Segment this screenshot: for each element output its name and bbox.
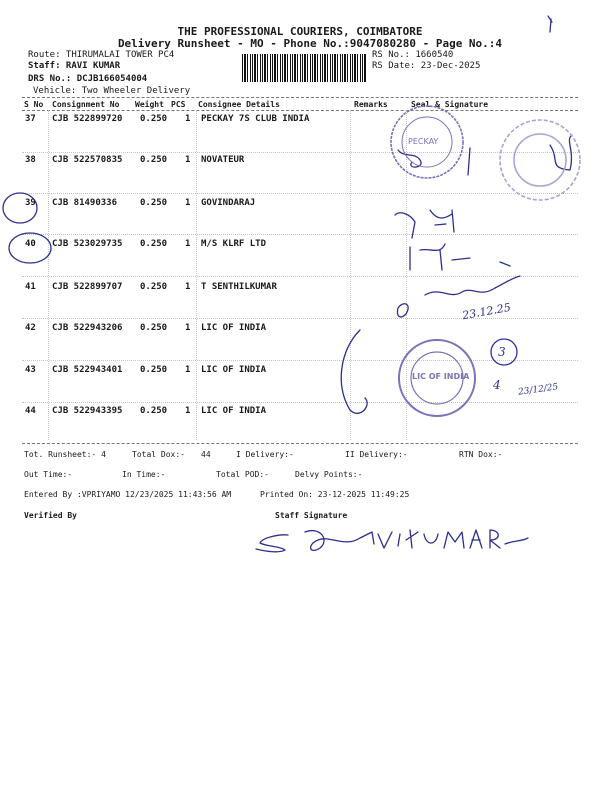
row-divider bbox=[22, 234, 578, 235]
row-sno: 38 bbox=[25, 155, 36, 165]
rs-date: RS Date: 23-Dec-2025 bbox=[372, 61, 481, 71]
row-divider bbox=[22, 402, 578, 403]
row-pcs: 1 bbox=[185, 323, 191, 333]
row-consignment: CJB 522899720 bbox=[52, 114, 123, 124]
row-consignee: LIC OF INDIA bbox=[201, 365, 267, 375]
row-weight: 0.250 bbox=[140, 323, 168, 333]
row-pcs: 1 bbox=[185, 239, 191, 249]
header-rule-bottom bbox=[22, 110, 578, 111]
signature-scribble bbox=[341, 330, 367, 413]
row-sno: 39 bbox=[25, 198, 36, 208]
col-consignee: Consignee Details bbox=[198, 100, 280, 109]
row-weight: 0.250 bbox=[140, 282, 168, 292]
stamp-lic-text: LIC OF INDIA bbox=[412, 372, 470, 381]
row-sno: 41 bbox=[25, 282, 36, 292]
row-sno: 42 bbox=[25, 323, 36, 333]
printed-on: Printed On: 23-12-2025 11:49:25 bbox=[260, 490, 410, 499]
row-pcs: 1 bbox=[185, 282, 191, 292]
row-consignee: M/S KLRF LTD bbox=[201, 239, 267, 249]
header-rule-top bbox=[22, 97, 578, 98]
col-divider bbox=[350, 110, 351, 440]
stamp-faded bbox=[500, 120, 580, 200]
row-sno: 43 bbox=[25, 365, 36, 375]
out-time: Out Time:- bbox=[24, 470, 73, 479]
col-consignment: Consignment No bbox=[52, 100, 120, 109]
row-sno: 37 bbox=[25, 114, 36, 124]
in-time: In Time:- bbox=[122, 470, 166, 479]
row-consignee: LIC OF INDIA bbox=[201, 406, 267, 416]
total-dox-value: 44 bbox=[201, 450, 211, 459]
row-pcs: 1 bbox=[185, 198, 191, 208]
row-pcs: 1 bbox=[185, 155, 191, 165]
vehicle-label: Vehicle: Two Wheeler Delivery bbox=[33, 86, 191, 96]
i-delivery: I Delivery:- bbox=[236, 450, 294, 459]
staff-label: Staff: RAVI KUMAR bbox=[28, 61, 121, 71]
rtn-dox: RTN Dox:- bbox=[459, 450, 503, 459]
company-title: THE PROFESSIONAL COURIERS, COIMBATORE bbox=[177, 25, 423, 38]
route-label: Route: THIRUMALAI TOWER PC4 bbox=[28, 50, 175, 60]
row-pcs: 1 bbox=[185, 365, 191, 375]
col-divider bbox=[406, 110, 407, 440]
row-consignment: CJB 81490336 bbox=[52, 198, 118, 208]
row-divider bbox=[22, 318, 578, 319]
row-consignment: CJB 522899707 bbox=[52, 282, 123, 292]
row-consignment: CJB 523029735 bbox=[52, 239, 123, 249]
row-sno: 40 bbox=[25, 239, 36, 249]
row-consignee: NOVATEUR bbox=[201, 155, 245, 165]
row-divider bbox=[22, 152, 578, 153]
row-weight: 0.250 bbox=[140, 406, 168, 416]
col-divider bbox=[196, 110, 197, 440]
staff-signature-label: Staff Signature bbox=[275, 511, 348, 520]
drs-number: DRS No.: DCJB166054004 bbox=[28, 74, 148, 84]
handwritten-date-44: 23/12/25 bbox=[517, 382, 559, 398]
ii-delivery: II Delivery:- bbox=[345, 450, 408, 459]
stamp-peckay-text: PECKAY bbox=[408, 137, 439, 146]
row-consignment: CJB 522943401 bbox=[52, 365, 123, 375]
total-dox-label: Total Dox:- bbox=[132, 450, 185, 459]
row-weight: 0.250 bbox=[140, 198, 168, 208]
handwritten-date-41: 23.12.25 bbox=[461, 300, 512, 323]
table-rule-bottom bbox=[22, 443, 578, 444]
row-consignment: CJB 522943395 bbox=[52, 406, 123, 416]
row-consignee: GOVINDARAJ bbox=[201, 198, 256, 208]
rs-number: RS No.: 1660540 bbox=[372, 50, 454, 60]
total-runsheet: Tot. Runsheet:- 4 bbox=[24, 450, 106, 459]
col-seal-signature: Seal & Signature bbox=[411, 100, 489, 109]
row-consignment: CJB 522943206 bbox=[52, 323, 123, 333]
row-weight: 0.250 bbox=[140, 114, 168, 124]
delvy-points: Delvy Points:- bbox=[295, 470, 363, 479]
row-weight: 0.250 bbox=[140, 239, 168, 249]
entered-by: Entered By :VPRIYAMO 12/23/2025 11:43:56 AM bbox=[24, 490, 232, 499]
row-pcs: 1 bbox=[185, 114, 191, 124]
row-pcs: 1 bbox=[185, 406, 191, 416]
row-divider bbox=[22, 276, 578, 277]
handwritten-count-43: 3 bbox=[498, 345, 506, 359]
handwritten-text bbox=[410, 244, 470, 270]
row-weight: 0.250 bbox=[140, 155, 168, 165]
col-pcs: PCS bbox=[171, 100, 186, 109]
barcode bbox=[242, 54, 367, 82]
staff-signature bbox=[256, 530, 528, 552]
total-pod: Total POD:- bbox=[216, 470, 269, 479]
col-divider bbox=[48, 110, 49, 440]
handwritten-count-44: 4 bbox=[493, 378, 501, 392]
row-consignee: LIC OF INDIA bbox=[201, 323, 267, 333]
col-sno: S No bbox=[24, 100, 44, 109]
col-remarks: Remarks bbox=[354, 100, 388, 109]
runsheet-subtitle: Delivery Runsheet - MO - Phone No.:9047080280 - Page No.:4 bbox=[117, 37, 503, 50]
verified-by: Verified By bbox=[24, 511, 77, 520]
row-consignment: CJB 522570835 bbox=[52, 155, 123, 165]
col-weight: Weight bbox=[135, 100, 164, 109]
row-consignee: PECKAY 7S CLUB INDIA bbox=[201, 114, 310, 124]
row-divider bbox=[22, 360, 578, 361]
row-consignee: T SENTHILKUMAR bbox=[201, 282, 277, 292]
row-divider bbox=[22, 193, 578, 194]
row-sno: 44 bbox=[25, 406, 36, 416]
row-weight: 0.250 bbox=[140, 365, 168, 375]
